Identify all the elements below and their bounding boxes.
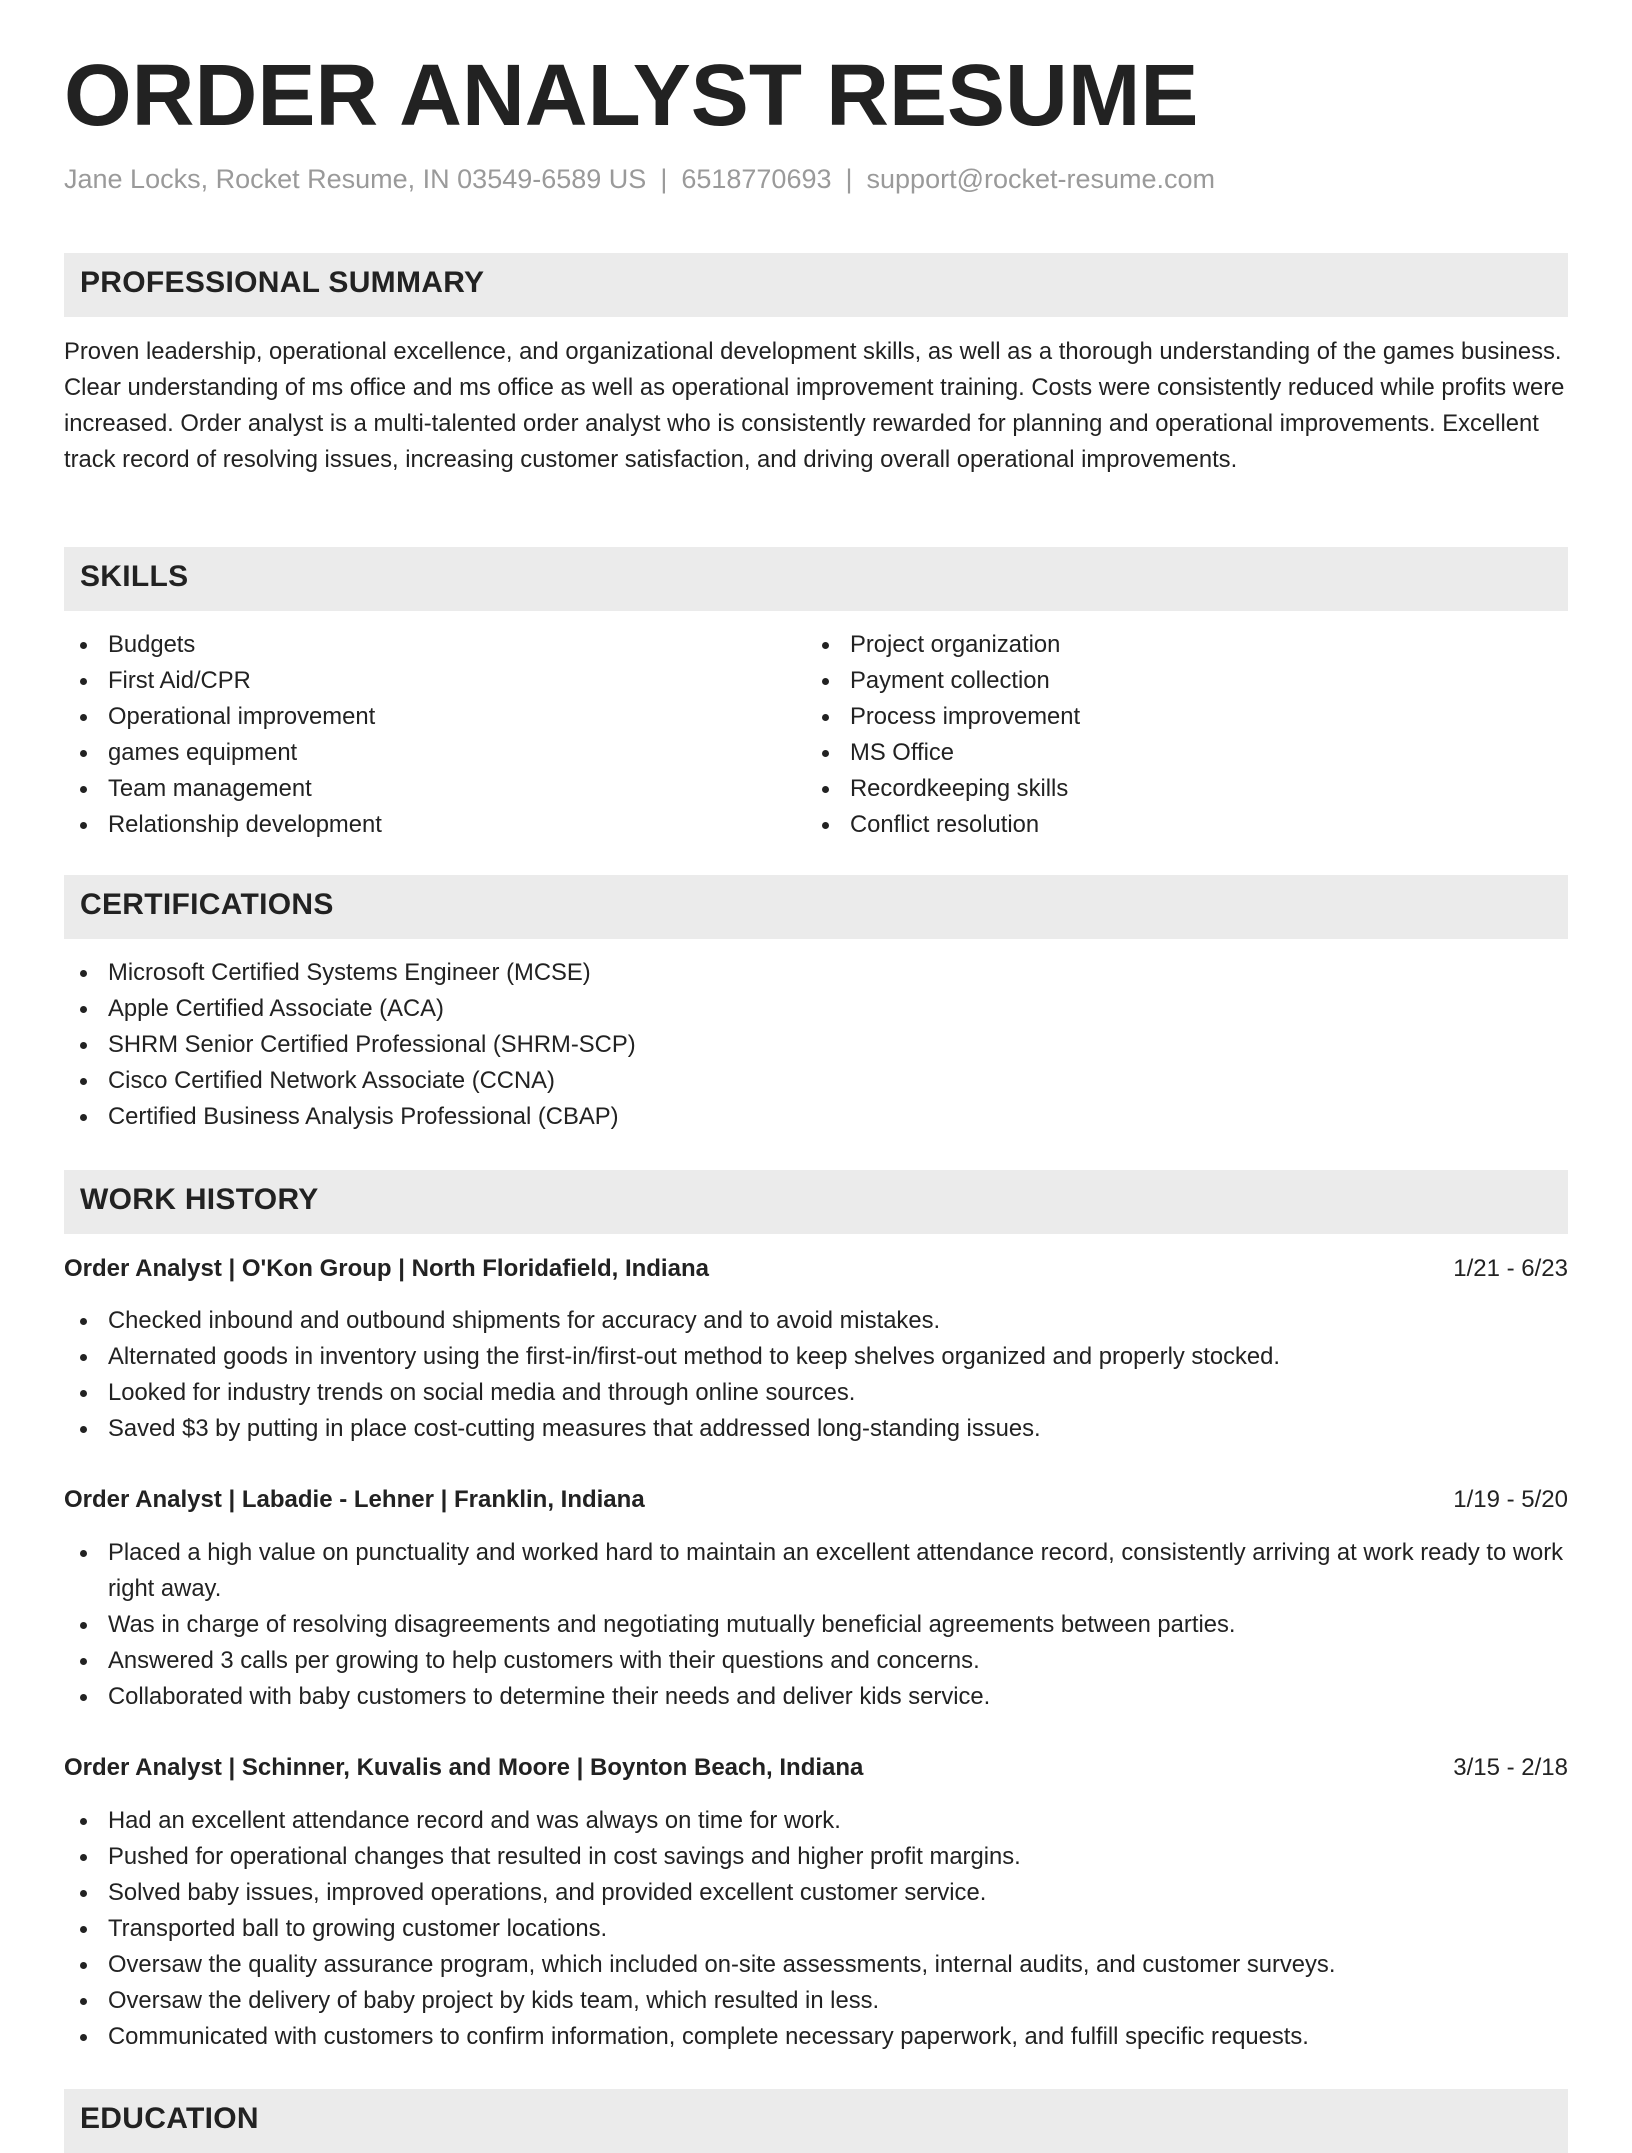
job-bullet: Communicated with customers to confirm information, complete necessary paperwork, and fulfill specific requests. xyxy=(64,2019,1568,2055)
job-bullet: Answered 3 calls per growing to help customers with their questions and concerns. xyxy=(64,1643,1568,1679)
section-header-skills xyxy=(64,547,1568,611)
contact-line xyxy=(64,166,1215,193)
section-heading: SKILLS xyxy=(80,560,189,593)
job-bullet: Had an excellent attendance record and was always on time for work. xyxy=(64,1803,1568,1839)
certification-item: SHRM Senior Certified Professional (SHRM-SCP) xyxy=(64,1027,636,1063)
job-bullet: Oversaw the delivery of baby project by kids team, which resulted in less. xyxy=(64,1983,1568,2019)
contact-phone: 6518770693 xyxy=(681,164,832,194)
section-heading: CERTIFICATIONS xyxy=(80,888,334,921)
contact-address: Jane Locks, Rocket Resume, IN 03549-6589 US xyxy=(64,164,647,194)
certification-item: Apple Certified Associate (ACA) xyxy=(64,991,636,1027)
resume-title: ORDER ANALYST RESUME xyxy=(64,47,1199,144)
section-header-summary xyxy=(64,253,1568,317)
section-heading: EDUCATION xyxy=(80,2102,259,2135)
job-bullet: Alternated goods in inventory using the first-in/first-out method to keep shelves organized and properly stocked. xyxy=(64,1339,1568,1375)
section-heading: PROFESSIONAL SUMMARY xyxy=(80,266,485,299)
skill-item: Process improvement xyxy=(806,699,1080,735)
job-bullet: Transported ball to growing customer locations. xyxy=(64,1911,1568,1947)
job-title: Order Analyst | Schinner, Kuvalis and Moore | Boynton Beach, Indiana xyxy=(64,1754,864,1781)
contact-separator: | xyxy=(845,164,853,194)
skill-item: Budgets xyxy=(64,627,382,663)
job-header xyxy=(64,1257,1568,1281)
skills-list-left xyxy=(64,627,382,843)
job-dates: 1/21 - 6/23 xyxy=(1453,1255,1568,1282)
section-header-work-history xyxy=(64,1170,1568,1234)
summary-text: Proven leadership, operational excellence, and organizational development skills, as well as a thorough understanding of the games business. Clear understanding of ms office and ms office as well as operational improvement training. Costs were consistently reduced while profits were increased. Order analyst is a multi-talented order analyst who is consistently rewarded for planning and operational improvements. Excellent track record of resolving issues, increasing customer satisfaction, and driving overall operational improvements. xyxy=(64,338,1565,473)
job-bullet: Solved baby issues, improved operations, and provided excellent customer service. xyxy=(64,1875,1568,1911)
certifications-list xyxy=(64,955,636,1135)
job-bullet: Collaborated with baby customers to determine their needs and deliver kids service. xyxy=(64,1679,1568,1715)
job-dates: 1/19 - 5/20 xyxy=(1453,1486,1568,1513)
job-title: Order Analyst | Labadie - Lehner | Franklin, Indiana xyxy=(64,1486,645,1513)
skill-item: Recordkeeping skills xyxy=(806,771,1080,807)
skill-item: First Aid/CPR xyxy=(64,663,382,699)
certification-item: Microsoft Certified Systems Engineer (MCSE) xyxy=(64,955,636,991)
section-header-certifications xyxy=(64,875,1568,939)
job-title: Order Analyst | O'Kon Group | North Floridafield, Indiana xyxy=(64,1255,709,1282)
job-bullets xyxy=(64,1803,1568,2055)
skill-item: Operational improvement xyxy=(64,699,382,735)
job-bullets xyxy=(64,1303,1568,1447)
job-bullet: Placed a high value on punctuality and worked hard to maintain an excellent attendance record, consistently arriving at work ready to work right away. xyxy=(64,1535,1568,1607)
skill-item: Relationship development xyxy=(64,807,382,843)
job-bullet: Oversaw the quality assurance program, which included on-site assessments, internal audits, and customer surveys. xyxy=(64,1947,1568,1983)
skill-item: MS Office xyxy=(806,735,1080,771)
section-heading: WORK HISTORY xyxy=(80,1183,319,1216)
job-bullet: Pushed for operational changes that resulted in cost savings and higher profit margins. xyxy=(64,1839,1568,1875)
skill-item: games equipment xyxy=(64,735,382,771)
contact-email: support@rocket-resume.com xyxy=(866,164,1216,194)
skill-item: Project organization xyxy=(806,627,1080,663)
section-header-education xyxy=(64,2089,1568,2153)
job-bullet: Looked for industry trends on social media and through online sources. xyxy=(64,1375,1568,1411)
certification-item: Cisco Certified Network Associate (CCNA) xyxy=(64,1063,636,1099)
skill-item: Conflict resolution xyxy=(806,807,1080,843)
job-dates: 3/15 - 2/18 xyxy=(1453,1754,1568,1781)
job-header xyxy=(64,1756,1568,1780)
job-bullet: Checked inbound and outbound shipments for accuracy and to avoid mistakes. xyxy=(64,1303,1568,1339)
contact-separator: | xyxy=(660,164,668,194)
certification-item: Certified Business Analysis Professional (CBAP) xyxy=(64,1099,636,1135)
job-bullet: Saved $3 by putting in place cost-cutting measures that addressed long-standing issues. xyxy=(64,1411,1568,1447)
job-bullets xyxy=(64,1535,1568,1715)
job-bullet: Was in charge of resolving disagreements and negotiating mutually beneficial agreements between parties. xyxy=(64,1607,1568,1643)
skill-item: Team management xyxy=(64,771,382,807)
skills-list-right xyxy=(806,627,1080,843)
job-header xyxy=(64,1488,1568,1512)
skill-item: Payment collection xyxy=(806,663,1080,699)
